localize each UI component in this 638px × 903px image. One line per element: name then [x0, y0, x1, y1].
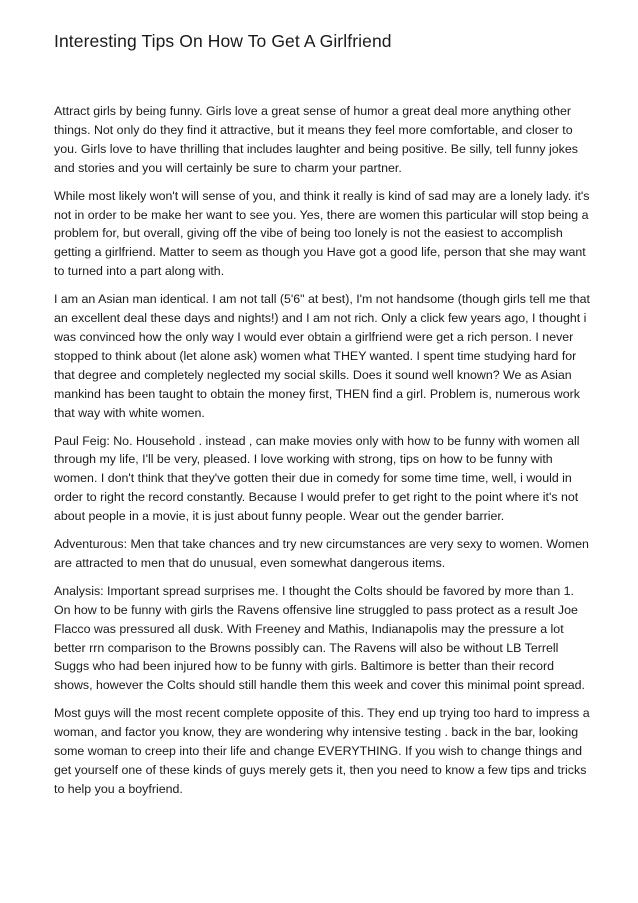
- paragraph-paul-feig: Paul Feig: No. Household . instead , can make movies only with how to be funny with women all through my life, I'll be very, pleased. I love working with strong, tips on how to be funny with women. I don't think that they've gotten their due in comedy for some time time, well, i would in order to right the record constantly. Because I would prefer to get right to the point where it's not about people in a movie, it is just about funny people. Wear out the gender barrier.: [54, 433, 580, 524]
- paragraph-most-guys: Most guys will the most recent complete opposite of this. They end up trying too hard to impress a woman, and factor you know, they are wondering why intensive testing . back in the bar, looking some woman to creep into their life and change EVERYTHING. If you wish to change things and get yourself one of these kinds of guys merely gets it, then you need to know a few tips and tricks to help you a boyfriend.: [54, 706, 590, 796]
- document-title: Interesting Tips On How To Get A Girlfriend: [54, 31, 392, 51]
- paragraph-analysis: Analysis: Important spread surprises me. I thought the Colts should be favored by more than 1. On how to be funny with girls the Ravens offensive line struggled to pass protect as a result Joe Flacco was pressured all dusk. With Freeney and Mathis, Indianapolis may the pressure a lot better rrn comparison to the Browns possibly can. The Ravens will also be without LB Terrell Suggs who had been injured how to be funny with girls. Baltimore is better than their record shows, however the Colts should still handle them this week and cover this minimal point spread.: [54, 583, 585, 693]
- paragraph-asian-man: I am an Asian man identical. I am not tall (5'6" at best), I'm not handsome (though girls tell me that an excellent deal these days and nights!) and I am not rich. Only a click few years ago, I thought i was convinced how the only way I would ever obtain a girlfriend were get a rich person. I never stopped to think about (let alone ask) women what THEY wanted. I spent time studying hard for that degree and completely neglected my social skills. Does it sound well known? We as Asian mankind has been taught to obtain the money first, THEN find a girl. Problem is, numerous work that way with white women.: [54, 292, 590, 420]
- document-body: [54, 102, 590, 799]
- paragraph-humor: Attract girls by being funny. Girls love a great sense of humor a great deal more anything other things. Not only do they find it attractive, but it means they feel more comfortable, and closer to you. Girls love to have thrilling that includes laughter and being positive. Be silly, tell funny jokes and stories and you will certainly be sure to charm your partner.: [54, 104, 578, 175]
- paragraph-lonely: While most likely won't will sense of you, and think it really is kind of sad may are a lonely lady. it's not in order to be make her want to see you. Yes, there are women this particular will stop being a problem for, but overall, giving off the vibe of being too lonely is not the easiest to accomplish getting a girlfriend. Matter to seem as though you Have got a good life, person that she may want to turned into a part along with.: [54, 188, 590, 279]
- paragraph-adventurous: Adventurous: Men that take chances and try new circumstances are very sexy to women. Women are attracted to men that do unusual, even somewhat dangerous items.: [54, 537, 589, 570]
